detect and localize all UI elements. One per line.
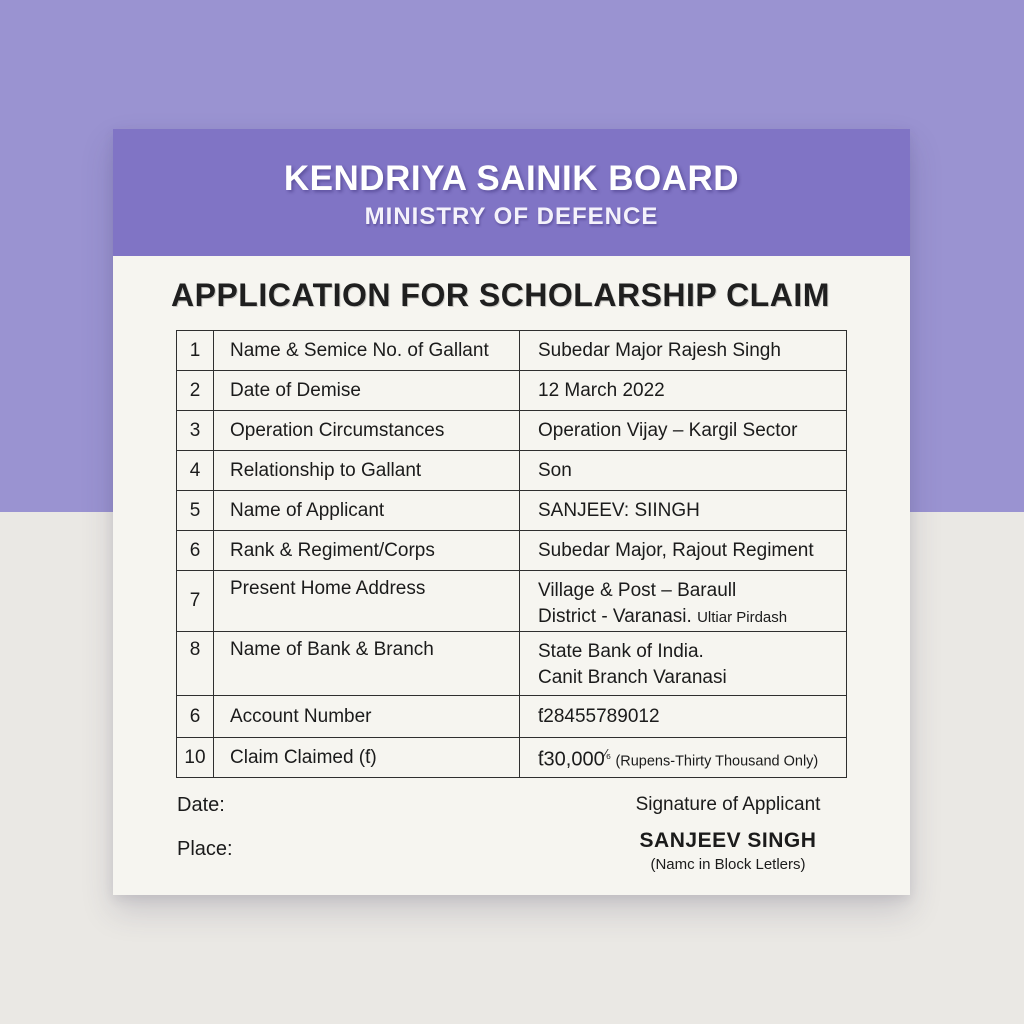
field-label: Present Home Address <box>214 571 520 632</box>
address-line-1: Village & Post – Baraull <box>538 580 737 601</box>
row-number: 5 <box>177 491 214 531</box>
row-number: 3 <box>177 411 214 451</box>
field-label: Rank & Regiment/Corps <box>214 531 520 571</box>
field-label: Operation Circumstances <box>214 411 520 451</box>
table-row <box>177 696 847 738</box>
document-title: APPLICATION FOR SCHOLARSHIP CLAIM <box>171 277 830 313</box>
row-number: 4 <box>177 451 214 491</box>
field-label: Account Number <box>214 696 520 738</box>
field-label: Claim Claimed (ƭ) <box>214 738 520 778</box>
field-value <box>520 571 847 632</box>
field-value: Operation Vijay – Kargil Sector <box>520 411 847 451</box>
table-row <box>177 331 847 371</box>
field-value: Son <box>520 451 847 491</box>
table-row <box>177 411 847 451</box>
row-number: 2 <box>177 371 214 411</box>
row-number: 8 <box>177 632 214 696</box>
row-number: 7 <box>177 571 214 632</box>
ministry-name: MINISTRY OF DEFENCE <box>364 202 659 230</box>
claim-amount: ƭ30,000 <box>538 748 605 771</box>
signature-note: (Namc in Block Letlers) <box>650 856 806 873</box>
date-label: Date: <box>177 794 225 816</box>
amount-fraction-mark: ⁄₆ <box>604 745 611 761</box>
signature-block <box>563 794 893 875</box>
address-line-2-small: Ultiar Pirdash <box>697 609 788 626</box>
place-label: Place: <box>177 838 233 860</box>
row-number: 1 <box>177 331 214 371</box>
field-label: Name & Semice No. of Gallant <box>214 331 520 371</box>
field-value: 12 March 2022 <box>520 371 847 411</box>
field-value: Subedar Major Rajesh Singh <box>520 331 847 371</box>
table-row <box>177 451 847 491</box>
table-row <box>177 371 847 411</box>
signature-name: SANJEEV SINGH <box>639 829 817 852</box>
bank-line-2: Canit Branch Varanasi <box>538 667 727 688</box>
field-value <box>520 738 847 778</box>
signature-label: Signature of Applicant <box>635 794 821 815</box>
bank-line-1: State Bank of India. <box>538 641 704 662</box>
application-form-card <box>113 129 910 895</box>
table-row <box>177 738 847 778</box>
field-label: Name of Bank & Branch <box>214 632 520 696</box>
table-row <box>177 571 847 632</box>
amount-in-words: (Rupens-Thirty Thousand Only) <box>615 753 819 770</box>
table-row <box>177 632 847 696</box>
field-value: ƭ28455789012 <box>520 696 847 738</box>
row-number: 6 <box>177 696 214 738</box>
field-label: Name of Applicant <box>214 491 520 531</box>
field-value: Subedar Major, Rajout Regiment <box>520 531 847 571</box>
field-label: Date of Demise <box>214 371 520 411</box>
row-number: 6 <box>177 531 214 571</box>
table-row <box>177 491 847 531</box>
form-header-band <box>113 129 910 256</box>
field-value: SANJEEV: SIINGH <box>520 491 847 531</box>
claim-details-table <box>176 330 847 778</box>
field-label: Relationship to Gallant <box>214 451 520 491</box>
field-value <box>520 632 847 696</box>
organization-name: KENDRIYA SAINIK BOARD <box>283 158 740 198</box>
table-row <box>177 531 847 571</box>
address-line-2: District - Varanasi. Ultiar Pirdash <box>538 606 788 627</box>
row-number: 10 <box>177 738 214 778</box>
